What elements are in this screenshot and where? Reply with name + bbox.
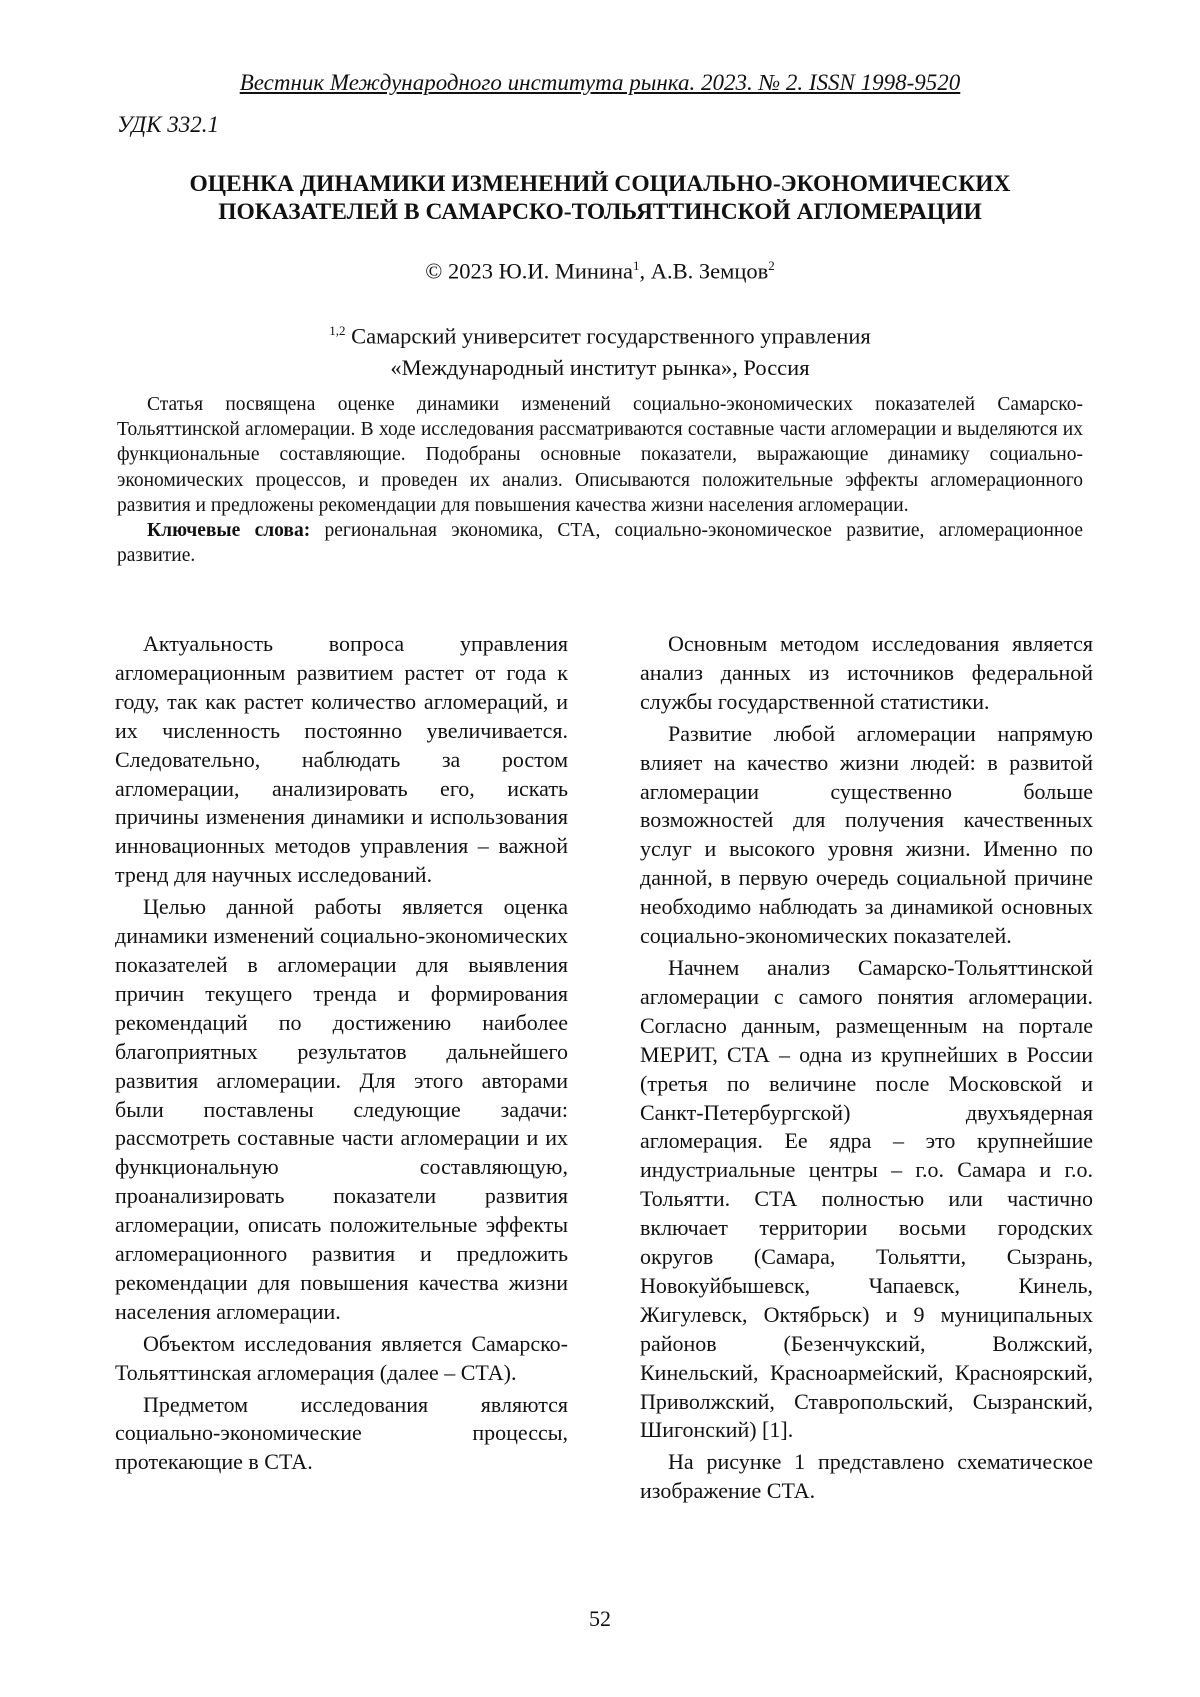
affiliation-university: Самарский университет государственного управления: [345, 323, 871, 349]
udk-code: УДК 332.1: [117, 112, 219, 137]
body-paragraph: Начнем анализ Самарско-Тольяттинской агломерации с самого понятия агломерации. Согласно данным, размещенным на портале МЕРИТ, СТА – одна из крупнейших в России (третья по величине после Московской и Санкт-Петербургской) двухъядерная агломерация. Ее ядра – это крупнейшие индустриальные центры – г.о. Самара и г.о. Тольятти. СТА полностью или частично включает территории восьми городских округов (Самара, Тольятти, Сызрань, Новокуйбышевск, Чапаевск, Кинель, Жигулевск, Октябрьск) и 9 муниципальных районов (Безенчукский, Волжский, Кинельский, Красноармейский, Красноярский, Приволжский, Ставропольский, Сызранский, Шигонский) [1].: [640, 954, 1093, 1443]
title-line-1: ОЦЕНКА ДИНАМИКИ ИЗМЕНЕНИЙ СОЦИАЛЬНО-ЭКОНОМИЧЕСКИХ: [189, 171, 1011, 197]
authors-line: [0, 258, 1200, 285]
right-column: [640, 630, 1093, 1509]
body-paragraph: Основным методом исследования является анализ данных из источников федеральной службы государственной статистики.: [640, 631, 1093, 714]
body-paragraph: Предметом исследования являются социально-экономические процессы, протекающие в СТА.: [115, 1391, 568, 1475]
authors-prefix: © 2023 Ю.И. Минина: [425, 258, 633, 284]
page-number: 52: [589, 1606, 611, 1631]
abstract-text: Статья посвящена оценке динамики изменений социально-экономических показателей Самарско-Тольяттинской агломерации. В ходе исследования рассматриваются составные части агломерации и выделяются их функциональные составляющие. Подобраны основные показатели, выражающие динамику социально-экономических процессов, и проведен их анализ. Описываются положительные эффекты агломерационного развития и предложены рекомендации для повышения качества жизни населения агломерации.: [117, 394, 1083, 516]
body-paragraph: Целью данной работы является оценка динамики изменений социально-экономических показателей в агломерации для выявления причин текущего тренда и формирования рекомендаций по достижению наиболее благоприятных результатов дальнейшего развития агломерации. Для этого авторами были поставлены следующие задачи: рассмотреть составные части агломерации и их функциональную составляющую, проанализировать показатели развития агломерации, описать положительные эффекты агломерационного развития и предложить рекомендации для повышения качества жизни населения агломерации.: [115, 894, 568, 1324]
body-paragraph: Объектом исследования является Самарско-Тольяттинская агломерация (далее – СТА).: [115, 1330, 568, 1385]
keywords-label: Ключевые слова:: [147, 520, 311, 542]
author-1-marker: 1: [632, 258, 640, 273]
affiliation-line-2: «Международный институт рынка», Россия: [390, 354, 810, 380]
affiliation-line-1: [0, 315, 1200, 352]
author-2-marker: 2: [768, 258, 775, 273]
keywords: [117, 518, 1083, 568]
journal-header: Вестник Международного института рынка. 2023. № 2. ISSN 1998-9520: [239, 70, 961, 95]
body-paragraph: Актуальность вопроса управления агломерационным развитием растет от года к году, так как растет количество агломераций, и их численность постоянно увеличивается. Следовательно, наблюдать за ростом агломерации, анализировать его, искать причины изменения динамики и использования инновационных методов управления – важной тренд для научных исследований.: [115, 631, 568, 888]
left-column: [115, 630, 568, 1480]
abstract: [117, 392, 1083, 568]
authors-middle: , А.В. Земцов: [639, 258, 769, 284]
keywords-text: региональная экономика, СТА, социально-экономическое развитие, агломерационное развитие.: [117, 520, 1083, 567]
title-line-2: ПОКАЗАТЕЛЕЙ В САМАРСКО-ТОЛЬЯТТИНСКОЙ АГЛОМЕРАЦИИ: [218, 199, 982, 225]
affiliation: [0, 315, 1200, 383]
affiliation-marker: 1,2: [329, 323, 346, 338]
body-paragraph: Развитие любой агломерации напрямую влияет на качество жизни людей: в развитой агломерации существенно больше возможностей для получения качественных услуг и высокого уровня жизни. Именно по данной, в первую очередь социальной причине необходимо наблюдать за динамикой основных социально-экономических показателей.: [640, 720, 1093, 949]
body-paragraph: На рисунке 1 представлено схематическое изображение СТА.: [640, 1449, 1093, 1504]
article-title: [150, 170, 1050, 226]
